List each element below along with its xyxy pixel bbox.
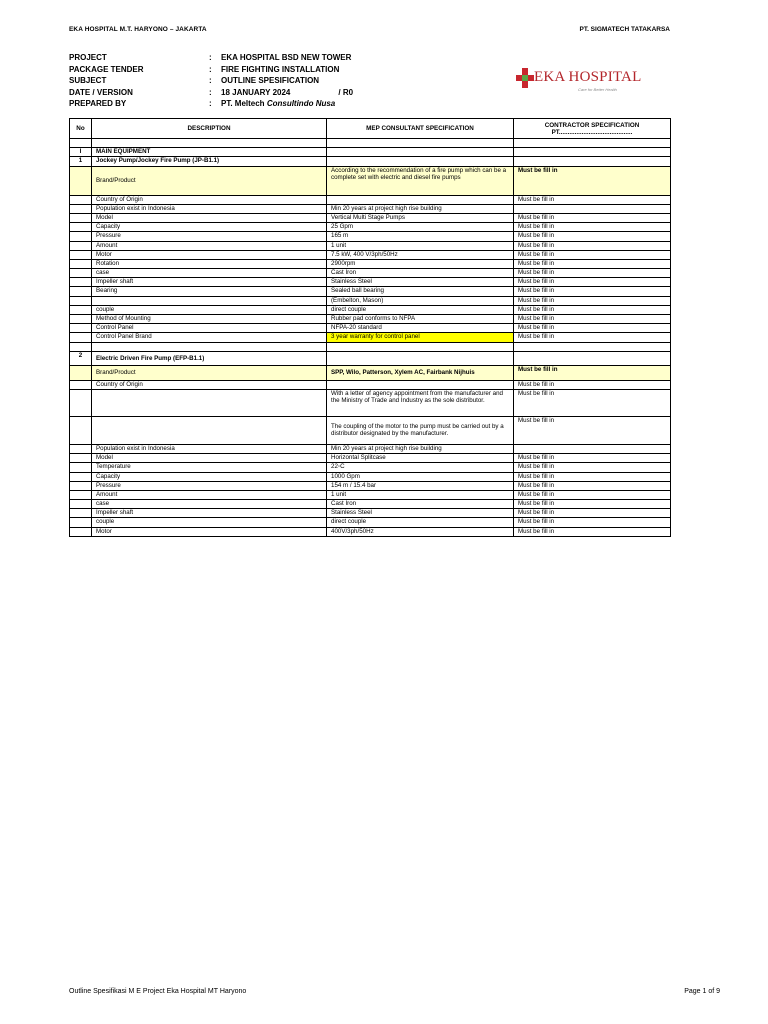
row-mep-spec: 1 unit (327, 490, 514, 499)
row-contractor-spec: Must be fill in (514, 527, 671, 536)
row-mep-spec: Cast Iron (327, 269, 514, 278)
row-description: case (92, 500, 327, 509)
meta-colon: : (209, 76, 212, 85)
row-contractor-spec (514, 204, 671, 213)
table-row (70, 269, 671, 278)
medical-cross-icon (516, 67, 534, 89)
row-description (92, 296, 327, 305)
row-contractor-spec (514, 444, 671, 453)
header-company-name: PT. SIGMATECH TATAKARSA (579, 26, 670, 33)
row-contractor-spec: Must be fill in (514, 500, 671, 509)
row-mep-spec: 1 unit (327, 241, 514, 250)
section-row (70, 148, 671, 157)
item-title: Electric Driven Fire Pump (EFP-B1.1) (92, 351, 327, 365)
row-description: Pressure (92, 481, 327, 490)
item-title: Jockey Pump/Jockey Fire Pump (JP-B1.1) (92, 157, 327, 166)
row-description: Rotation (92, 259, 327, 268)
spacer-row (70, 342, 671, 351)
row-contractor-spec: Must be fill in (514, 518, 671, 527)
table-row (70, 324, 671, 333)
logo-tagline: Care for Better Health (578, 87, 617, 92)
spacer-row (70, 139, 671, 148)
meta-subject-value: OUTLINE SPESIFICATION (221, 76, 320, 85)
table-row (70, 490, 671, 499)
table-row (70, 278, 671, 287)
row-description: Motor (92, 250, 327, 259)
meta-prepared-italic: Consultindo Nusa (266, 99, 336, 108)
row-mep-spec: Rubber pad conforms to NFPA (327, 315, 514, 324)
row-description: couple (92, 518, 327, 527)
row-mep-spec (327, 380, 514, 389)
row-description: Amount (92, 241, 327, 250)
section-title: MAIN EQUIPMENT (92, 148, 327, 157)
row-contractor-spec: Must be fill in (514, 472, 671, 481)
row-contractor-spec: Must be fill in (514, 223, 671, 232)
header-contractor (514, 119, 671, 139)
meta-date-row (69, 87, 353, 99)
meta-prepared-value (221, 98, 335, 110)
row-mep-spec: 7.5 kW, 400 V/3ph/50Hz (327, 250, 514, 259)
row-description: case (92, 269, 327, 278)
row-mep-spec: Vertical Multi Stage Pumps (327, 213, 514, 222)
row-contractor-spec: Must be fill in (514, 509, 671, 518)
row-description: Country of Origin (92, 195, 327, 204)
footer-document-title: Outline Spesifikasi M E Project Eka Hospital MT Haryono (69, 988, 247, 995)
row-contractor-spec: Must be fill in (514, 333, 671, 342)
row-mep-spec: Stainless Steel (327, 509, 514, 518)
table-row (70, 223, 671, 232)
row-description: Amount (92, 490, 327, 499)
meta-project-value: EKA HOSPITAL BSD NEW TOWER (221, 53, 352, 62)
eka-hospital-logo (516, 66, 642, 96)
row-mep-spec: Horizontal Splitcase (327, 454, 514, 463)
meta-package-row (69, 64, 353, 76)
row-description (92, 389, 327, 416)
meta-project-row (69, 52, 353, 64)
row-contractor-spec: Must be fill in (514, 463, 671, 472)
row-mep-spec: (Embelton, Mason) (327, 296, 514, 305)
meta-package-label: PACKAGE TENDER (69, 64, 144, 74)
table-row (70, 287, 671, 296)
row-contractor-spec: Must be fill in (514, 315, 671, 324)
row-description: Capacity (92, 223, 327, 232)
row-description: Brand/Product (92, 166, 327, 195)
table-row (70, 166, 671, 195)
row-mep-spec: Min 20 years at project high rise building (327, 444, 514, 453)
row-contractor-spec: Must be fill in (514, 416, 671, 444)
row-description: Population exist in Indonesia (92, 204, 327, 213)
row-mep-spec: Sealed ball bearing (327, 287, 514, 296)
row-mep-spec: NFPA-20 standard (327, 324, 514, 333)
table-row (70, 241, 671, 250)
item-title-row (70, 351, 671, 365)
row-contractor-spec: Must be fill in (514, 232, 671, 241)
row-mep-spec: 25 Gpm (327, 223, 514, 232)
meta-package-value: FIRE FIGHTING INSTALLATION (221, 64, 340, 74)
row-description: Bearing (92, 287, 327, 296)
row-contractor-spec: Must be fill in (514, 259, 671, 268)
row-mep-spec: SPP, Wilo, Patterson, Xylem AC, Fairbank Nijhuis (327, 365, 514, 380)
table-row (70, 389, 671, 416)
row-description: Temperature (92, 463, 327, 472)
meta-subject-row (69, 75, 353, 87)
row-mep-spec: According to the recommendation of a fire pump which can be a complete set with electric and diesel fire pumps (327, 166, 514, 195)
row-contractor-spec: Must be fill in (514, 269, 671, 278)
row-contractor-spec: Must be fill in (514, 380, 671, 389)
row-mep-spec: 1000 Gpm (327, 472, 514, 481)
table-header-row (70, 119, 671, 139)
item-title-row (70, 157, 671, 166)
table-row (70, 500, 671, 509)
row-mep-spec: With a letter of agency appointment from the manufacturer and the Ministry of Trade and Industry as the sole distributor. (327, 389, 514, 416)
table-row (70, 365, 671, 380)
row-description: Impeller shaft (92, 278, 327, 287)
table-row (70, 472, 671, 481)
header-hospital-name: EKA HOSPITAL M.T. HARYONO – JAKARTA (69, 26, 207, 33)
meta-colon: : (209, 87, 212, 97)
table-row (70, 444, 671, 453)
row-contractor-spec: Must be fill in (514, 166, 671, 195)
table-row (70, 259, 671, 268)
table-row (70, 527, 671, 536)
row-mep-spec: The coupling of the motor to the pump must be carried out by a distributor designated by the manufacturer. (327, 416, 514, 444)
row-description: Population exist in Indonesia (92, 444, 327, 453)
row-contractor-spec: Must be fill in (514, 305, 671, 314)
document-meta (69, 52, 353, 110)
section-number: I (70, 148, 92, 157)
row-contractor-spec: Must be fill in (514, 490, 671, 499)
row-mep-spec: 165 m (327, 232, 514, 241)
row-mep-spec (327, 195, 514, 204)
header-mep: MEP CONSULTANT SPECIFICATION (327, 119, 514, 139)
meta-date-value: 18 JANUARY 2024 (221, 87, 291, 97)
meta-project-label: PROJECT (69, 53, 107, 62)
row-description: couple (92, 305, 327, 314)
row-contractor-spec: Must be fill in (514, 324, 671, 333)
table-row (70, 380, 671, 389)
row-contractor-spec: Must be fill in (514, 365, 671, 380)
row-contractor-spec: Must be fill in (514, 296, 671, 305)
table-row (70, 305, 671, 314)
row-contractor-spec: Must be fill in (514, 241, 671, 250)
table-row (70, 204, 671, 213)
row-contractor-spec: Must be fill in (514, 389, 671, 416)
row-description: Model (92, 213, 327, 222)
row-mep-spec: Cast Iron (327, 500, 514, 509)
table-row (70, 250, 671, 259)
table-row (70, 213, 671, 222)
row-contractor-spec: Must be fill in (514, 250, 671, 259)
logo-name: EKA HOSPITAL (534, 69, 642, 85)
row-description: Impeller shaft (92, 509, 327, 518)
meta-date-label: DATE / VERSION (69, 87, 133, 97)
row-description: Capacity (92, 472, 327, 481)
row-description: Control Panel (92, 324, 327, 333)
meta-prepared-label: PREPARED BY (69, 99, 127, 108)
row-contractor-spec: Must be fill in (514, 278, 671, 287)
meta-colon: : (209, 99, 212, 108)
row-mep-spec: Stainless Steel (327, 278, 514, 287)
row-contractor-spec: Must be fill in (514, 481, 671, 490)
footer-page-number: Page 1 of 9 (684, 988, 720, 995)
table-row (70, 315, 671, 324)
table-row (70, 481, 671, 490)
specification-table (69, 118, 671, 537)
table-row (70, 416, 671, 444)
row-contractor-spec: Must be fill in (514, 195, 671, 204)
row-mep-spec: 3 year warranty for control panel (327, 333, 514, 342)
table-row (70, 518, 671, 527)
header-description: DESCRIPTION (92, 119, 327, 139)
header-contractor-title: CONTRACTOR SPECIFICATION (544, 121, 640, 129)
table-row (70, 454, 671, 463)
meta-version-value: / R0 (338, 87, 354, 97)
header-no: No (70, 119, 92, 139)
item-number: 1 (70, 157, 92, 166)
table-row (70, 463, 671, 472)
row-mep-spec: 22◦C (327, 463, 514, 472)
row-description: Country of Origin (92, 380, 327, 389)
row-contractor-spec: Must be fill in (514, 287, 671, 296)
meta-colon: : (209, 64, 212, 74)
row-mep-spec: 2900rpm (327, 259, 514, 268)
row-mep-spec: Min 20 years at project high rise building (327, 204, 514, 213)
table-row (70, 195, 671, 204)
row-contractor-spec: Must be fill in (514, 213, 671, 222)
row-description: Brand/Product (92, 365, 327, 380)
row-description: Motor (92, 527, 327, 536)
table-body (70, 139, 671, 537)
row-mep-spec: direct couple (327, 518, 514, 527)
item-number: 2 (70, 351, 92, 365)
row-contractor-spec: Must be fill in (514, 454, 671, 463)
row-mep-spec: 400V/3ph/50Hz (327, 527, 514, 536)
row-description: Pressure (92, 232, 327, 241)
header-contractor-pt: PT.......................................... (551, 128, 633, 136)
meta-prepared-row (69, 98, 353, 110)
row-description: Control Panel Brand (92, 333, 327, 342)
meta-subject-label: SUBJECT (69, 76, 107, 85)
table-row (70, 232, 671, 241)
row-description: Model (92, 454, 327, 463)
row-mep-spec: direct couple (327, 305, 514, 314)
table-row (70, 333, 671, 342)
row-description: Method of Mounting (92, 315, 327, 324)
table-row (70, 509, 671, 518)
meta-prepared-prefix: PT. Meltech (221, 99, 265, 108)
meta-colon: : (209, 53, 212, 62)
row-mep-spec: 154 m / 15.4 bar (327, 481, 514, 490)
table-row (70, 296, 671, 305)
row-description (92, 416, 327, 444)
